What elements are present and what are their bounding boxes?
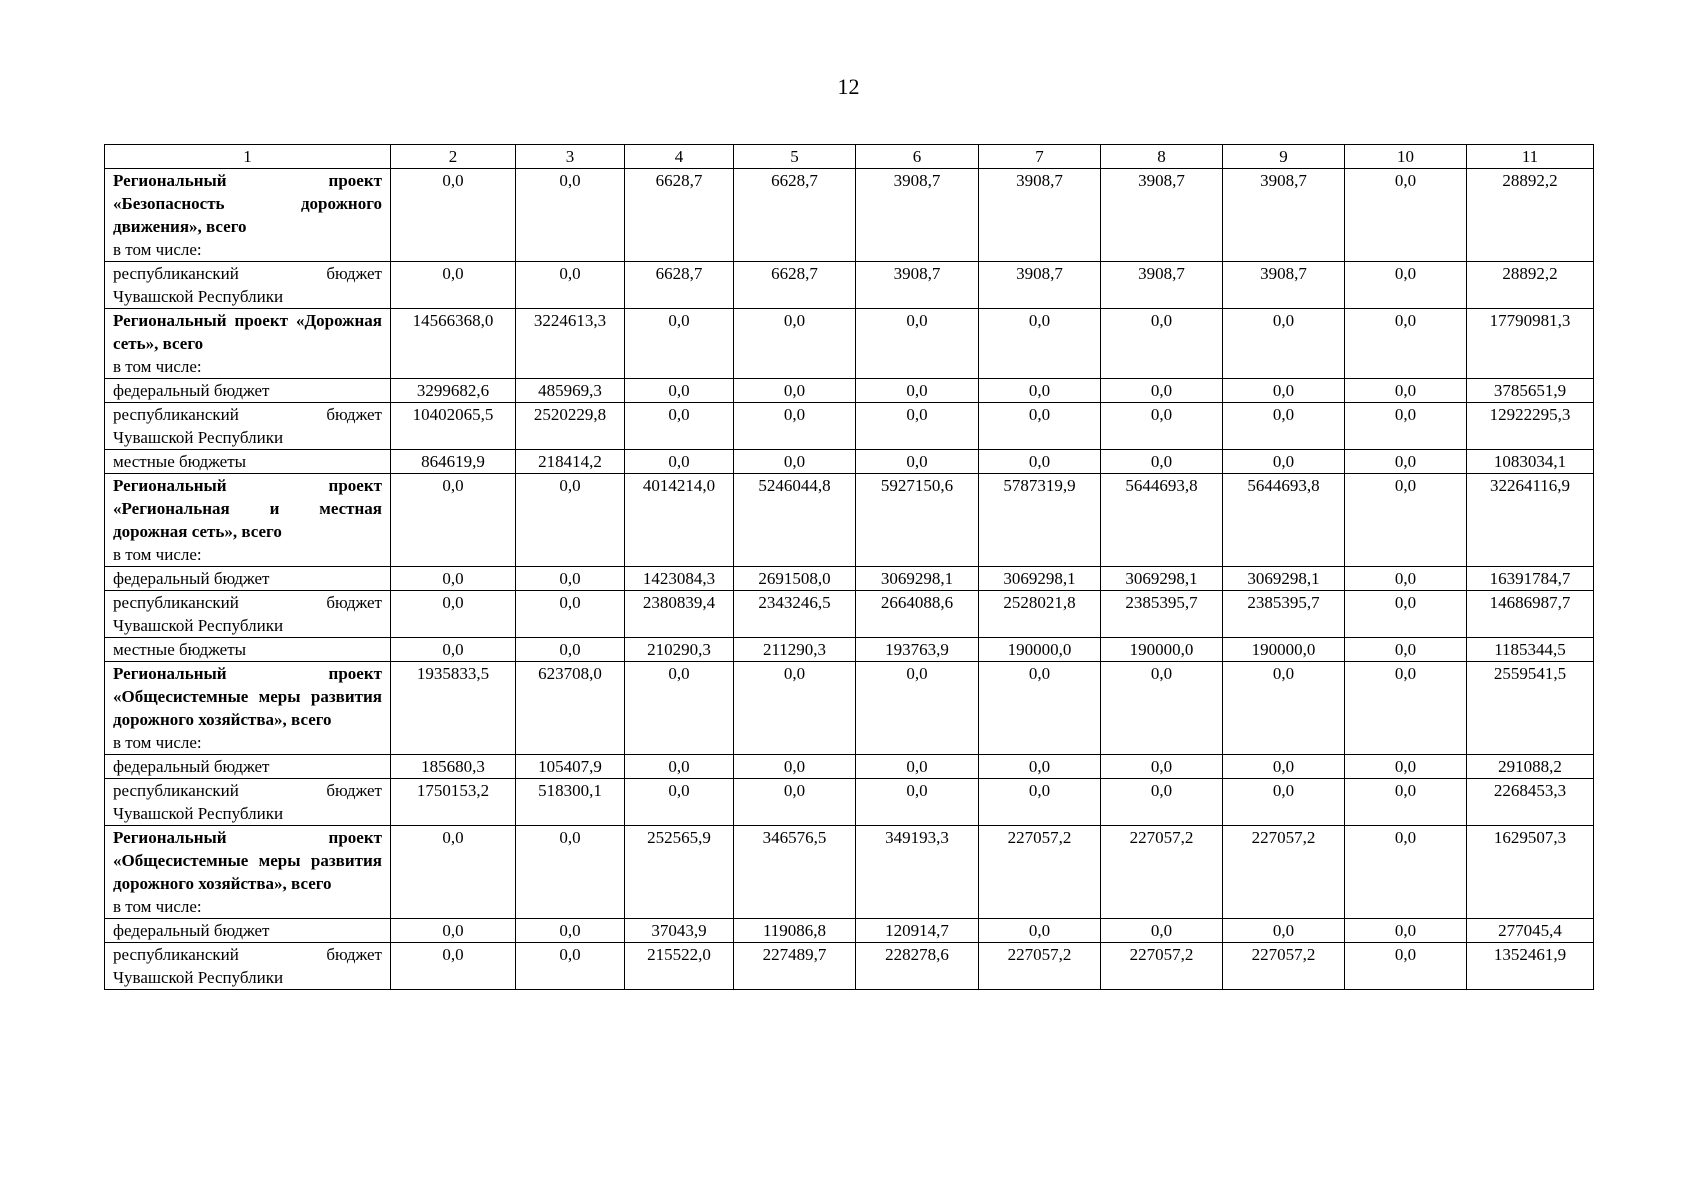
cell-col-3: 485969,3 [516, 379, 625, 403]
cell-col-11: 28892,2 [1467, 169, 1594, 262]
cell-col-5: 0,0 [734, 755, 856, 779]
project-title: Региональный проект «Безопасность дорожного движения», всего [113, 171, 382, 236]
cell-col-5: 6628,7 [734, 169, 856, 262]
column-header-6: 6 [856, 145, 979, 169]
column-header-4: 4 [625, 145, 734, 169]
cell-col-7: 227057,2 [979, 943, 1101, 990]
cell-col-5: 0,0 [734, 779, 856, 826]
table-row [105, 638, 1594, 662]
cell-col-4: 210290,3 [625, 638, 734, 662]
cell-col-8: 5644693,8 [1101, 474, 1223, 567]
cell-col-8: 0,0 [1101, 403, 1223, 450]
table-row [105, 591, 1594, 638]
cell-col-9: 227057,2 [1223, 943, 1345, 990]
cell-col-10: 0,0 [1345, 474, 1467, 567]
column-header-7: 7 [979, 145, 1101, 169]
cell-col-8: 0,0 [1101, 662, 1223, 755]
cell-col-3: 0,0 [516, 262, 625, 309]
cell-col-3: 623708,0 [516, 662, 625, 755]
budget-source: республиканский бюджет Чувашской Республики [113, 945, 382, 987]
cell-col-5: 5246044,8 [734, 474, 856, 567]
cell-col-3: 0,0 [516, 474, 625, 567]
column-header-10: 10 [1345, 145, 1467, 169]
table-row [105, 403, 1594, 450]
cell-col-8: 0,0 [1101, 919, 1223, 943]
budget-source: республиканский бюджет Чувашской Республики [113, 405, 382, 447]
table-row [105, 379, 1594, 403]
cell-col-6: 0,0 [856, 309, 979, 379]
including-label: в том числе: [113, 733, 202, 752]
cell-col-10: 0,0 [1345, 262, 1467, 309]
page-number: 12 [837, 74, 860, 99]
cell-col-2: 0,0 [391, 591, 516, 638]
table-row [105, 450, 1594, 474]
cell-col-8: 3908,7 [1101, 262, 1223, 309]
budget-source: федеральный бюджет [113, 381, 270, 400]
cell-col-10: 0,0 [1345, 379, 1467, 403]
project-title: Региональный проект «Общесистемные меры развития дорожного хозяйства», всего [113, 828, 382, 893]
cell-col-7: 3908,7 [979, 262, 1101, 309]
table-row [105, 567, 1594, 591]
cell-col-4: 2380839,4 [625, 591, 734, 638]
cell-col-10: 0,0 [1345, 591, 1467, 638]
cell-col-2: 3299682,6 [391, 379, 516, 403]
cell-col-11: 2268453,3 [1467, 779, 1594, 826]
cell-col-8: 190000,0 [1101, 638, 1223, 662]
cell-col-5: 211290,3 [734, 638, 856, 662]
budget-source: местные бюджеты [113, 640, 247, 659]
row-label [105, 662, 391, 755]
cell-col-2: 10402065,5 [391, 403, 516, 450]
cell-col-4: 0,0 [625, 755, 734, 779]
cell-col-11: 14686987,7 [1467, 591, 1594, 638]
cell-col-2: 0,0 [391, 567, 516, 591]
row-label [105, 919, 391, 943]
cell-col-9: 3908,7 [1223, 169, 1345, 262]
cell-col-7: 3908,7 [979, 169, 1101, 262]
cell-col-10: 0,0 [1345, 638, 1467, 662]
cell-col-11: 12922295,3 [1467, 403, 1594, 450]
cell-col-6: 3908,7 [856, 262, 979, 309]
table-row [105, 919, 1594, 943]
cell-col-7: 3069298,1 [979, 567, 1101, 591]
budget-source: федеральный бюджет [113, 921, 270, 940]
cell-col-4: 0,0 [625, 309, 734, 379]
cell-col-4: 4014214,0 [625, 474, 734, 567]
cell-col-10: 0,0 [1345, 309, 1467, 379]
table-row [105, 262, 1594, 309]
cell-col-10: 0,0 [1345, 169, 1467, 262]
cell-col-9: 0,0 [1223, 379, 1345, 403]
cell-col-7: 0,0 [979, 779, 1101, 826]
project-title: Региональный проект «Региональная и местная дорожная сеть», всего [113, 476, 382, 541]
cell-col-5: 0,0 [734, 662, 856, 755]
cell-col-4: 0,0 [625, 662, 734, 755]
cell-col-4: 37043,9 [625, 919, 734, 943]
row-label [105, 262, 391, 309]
cell-col-5: 119086,8 [734, 919, 856, 943]
cell-col-9: 2385395,7 [1223, 591, 1345, 638]
cell-col-4: 0,0 [625, 379, 734, 403]
cell-col-6: 349193,3 [856, 826, 979, 919]
cell-col-7: 0,0 [979, 403, 1101, 450]
cell-col-11: 17790981,3 [1467, 309, 1594, 379]
table-row [105, 779, 1594, 826]
cell-col-3: 0,0 [516, 591, 625, 638]
cell-col-10: 0,0 [1345, 567, 1467, 591]
cell-col-2: 0,0 [391, 826, 516, 919]
cell-col-4: 0,0 [625, 403, 734, 450]
table-body [105, 169, 1594, 990]
cell-col-11: 1629507,3 [1467, 826, 1594, 919]
cell-col-11: 16391784,7 [1467, 567, 1594, 591]
cell-col-6: 0,0 [856, 755, 979, 779]
cell-col-8: 0,0 [1101, 779, 1223, 826]
table-row [105, 755, 1594, 779]
cell-col-9: 3069298,1 [1223, 567, 1345, 591]
cell-col-3: 0,0 [516, 638, 625, 662]
cell-col-8: 0,0 [1101, 450, 1223, 474]
cell-col-7: 0,0 [979, 379, 1101, 403]
cell-col-3: 518300,1 [516, 779, 625, 826]
project-title: Региональный проект «Дорожная сеть», всего [113, 311, 382, 353]
cell-col-10: 0,0 [1345, 755, 1467, 779]
row-label [105, 474, 391, 567]
budget-source: федеральный бюджет [113, 569, 270, 588]
cell-col-6: 0,0 [856, 450, 979, 474]
cell-col-10: 0,0 [1345, 403, 1467, 450]
cell-col-4: 0,0 [625, 450, 734, 474]
cell-col-11: 32264116,9 [1467, 474, 1594, 567]
budget-source: республиканский бюджет Чувашской Республики [113, 264, 382, 306]
cell-col-10: 0,0 [1345, 662, 1467, 755]
project-title: Региональный проект «Общесистемные меры развития дорожного хозяйства», всего [113, 664, 382, 729]
cell-col-8: 227057,2 [1101, 826, 1223, 919]
cell-col-5: 0,0 [734, 379, 856, 403]
cell-col-5: 0,0 [734, 450, 856, 474]
cell-col-9: 0,0 [1223, 919, 1345, 943]
table-row [105, 309, 1594, 379]
table-row [105, 474, 1594, 567]
cell-col-8: 0,0 [1101, 755, 1223, 779]
cell-col-2: 0,0 [391, 919, 516, 943]
row-label [105, 826, 391, 919]
cell-col-3: 0,0 [516, 919, 625, 943]
cell-col-8: 0,0 [1101, 379, 1223, 403]
cell-col-11: 28892,2 [1467, 262, 1594, 309]
cell-col-6: 0,0 [856, 403, 979, 450]
row-label [105, 450, 391, 474]
cell-col-7: 0,0 [979, 919, 1101, 943]
cell-col-6: 0,0 [856, 379, 979, 403]
cell-col-2: 0,0 [391, 943, 516, 990]
column-header-3: 3 [516, 145, 625, 169]
cell-col-4: 6628,7 [625, 169, 734, 262]
cell-col-9: 0,0 [1223, 755, 1345, 779]
row-label [105, 755, 391, 779]
cell-col-2: 1935833,5 [391, 662, 516, 755]
cell-col-9: 190000,0 [1223, 638, 1345, 662]
cell-col-9: 5644693,8 [1223, 474, 1345, 567]
cell-col-11: 2559541,5 [1467, 662, 1594, 755]
including-label: в том числе: [113, 357, 202, 376]
cell-col-3: 0,0 [516, 943, 625, 990]
cell-col-7: 0,0 [979, 755, 1101, 779]
cell-col-4: 0,0 [625, 779, 734, 826]
including-label: в том числе: [113, 240, 202, 259]
cell-col-8: 0,0 [1101, 309, 1223, 379]
cell-col-6: 0,0 [856, 779, 979, 826]
cell-col-11: 1083034,1 [1467, 450, 1594, 474]
cell-col-5: 227489,7 [734, 943, 856, 990]
cell-col-6: 0,0 [856, 662, 979, 755]
column-header-9: 9 [1223, 145, 1345, 169]
cell-col-2: 0,0 [391, 262, 516, 309]
cell-col-7: 227057,2 [979, 826, 1101, 919]
cell-col-2: 0,0 [391, 474, 516, 567]
cell-col-6: 3069298,1 [856, 567, 979, 591]
table-row [105, 169, 1594, 262]
row-label [105, 169, 391, 262]
column-header-1: 1 [105, 145, 391, 169]
cell-col-2: 14566368,0 [391, 309, 516, 379]
cell-col-10: 0,0 [1345, 943, 1467, 990]
row-label [105, 638, 391, 662]
budget-source: местные бюджеты [113, 452, 247, 471]
cell-col-6: 120914,7 [856, 919, 979, 943]
cell-col-11: 3785651,9 [1467, 379, 1594, 403]
row-label [105, 403, 391, 450]
cell-col-4: 1423084,3 [625, 567, 734, 591]
budget-table [104, 144, 1594, 990]
cell-col-9: 227057,2 [1223, 826, 1345, 919]
cell-col-9: 0,0 [1223, 662, 1345, 755]
cell-col-2: 0,0 [391, 638, 516, 662]
cell-col-7: 0,0 [979, 309, 1101, 379]
column-header-5: 5 [734, 145, 856, 169]
cell-col-7: 190000,0 [979, 638, 1101, 662]
cell-col-6: 228278,6 [856, 943, 979, 990]
cell-col-8: 3069298,1 [1101, 567, 1223, 591]
cell-col-3: 218414,2 [516, 450, 625, 474]
cell-col-5: 0,0 [734, 309, 856, 379]
column-header-11: 11 [1467, 145, 1594, 169]
cell-col-2: 0,0 [391, 169, 516, 262]
cell-col-5: 346576,5 [734, 826, 856, 919]
cell-col-10: 0,0 [1345, 450, 1467, 474]
cell-col-10: 0,0 [1345, 779, 1467, 826]
budget-source: республиканский бюджет Чувашской Республики [113, 781, 382, 823]
cell-col-3: 2520229,8 [516, 403, 625, 450]
cell-col-4: 215522,0 [625, 943, 734, 990]
cell-col-2: 1750153,2 [391, 779, 516, 826]
cell-col-9: 0,0 [1223, 309, 1345, 379]
cell-col-9: 0,0 [1223, 403, 1345, 450]
cell-col-9: 3908,7 [1223, 262, 1345, 309]
cell-col-5: 2343246,5 [734, 591, 856, 638]
cell-col-2: 185680,3 [391, 755, 516, 779]
cell-col-6: 3908,7 [856, 169, 979, 262]
cell-col-5: 0,0 [734, 403, 856, 450]
cell-col-9: 0,0 [1223, 779, 1345, 826]
cell-col-3: 105407,9 [516, 755, 625, 779]
cell-col-8: 2385395,7 [1101, 591, 1223, 638]
cell-col-3: 0,0 [516, 567, 625, 591]
row-label [105, 943, 391, 990]
row-label [105, 567, 391, 591]
cell-col-6: 5927150,6 [856, 474, 979, 567]
column-header-2: 2 [391, 145, 516, 169]
row-label [105, 309, 391, 379]
cell-col-10: 0,0 [1345, 919, 1467, 943]
including-label: в том числе: [113, 545, 202, 564]
cell-col-7: 2528021,8 [979, 591, 1101, 638]
cell-col-4: 252565,9 [625, 826, 734, 919]
row-label [105, 379, 391, 403]
table-row [105, 662, 1594, 755]
cell-col-11: 1185344,5 [1467, 638, 1594, 662]
header-row [105, 145, 1594, 169]
cell-col-6: 193763,9 [856, 638, 979, 662]
cell-col-5: 6628,7 [734, 262, 856, 309]
cell-col-11: 291088,2 [1467, 755, 1594, 779]
cell-col-2: 864619,9 [391, 450, 516, 474]
row-label [105, 591, 391, 638]
column-header-8: 8 [1101, 145, 1223, 169]
including-label: в том числе: [113, 897, 202, 916]
cell-col-7: 0,0 [979, 450, 1101, 474]
cell-col-7: 5787319,9 [979, 474, 1101, 567]
cell-col-3: 0,0 [516, 826, 625, 919]
cell-col-4: 6628,7 [625, 262, 734, 309]
table-row [105, 826, 1594, 919]
budget-source: федеральный бюджет [113, 757, 270, 776]
cell-col-3: 0,0 [516, 169, 625, 262]
cell-col-10: 0,0 [1345, 826, 1467, 919]
budget-source: республиканский бюджет Чувашской Республики [113, 593, 382, 635]
cell-col-11: 277045,4 [1467, 919, 1594, 943]
table-row [105, 943, 1594, 990]
cell-col-6: 2664088,6 [856, 591, 979, 638]
cell-col-3: 3224613,3 [516, 309, 625, 379]
cell-col-9: 0,0 [1223, 450, 1345, 474]
cell-col-8: 227057,2 [1101, 943, 1223, 990]
cell-col-7: 0,0 [979, 662, 1101, 755]
cell-col-11: 1352461,9 [1467, 943, 1594, 990]
cell-col-5: 2691508,0 [734, 567, 856, 591]
cell-col-8: 3908,7 [1101, 169, 1223, 262]
row-label [105, 779, 391, 826]
